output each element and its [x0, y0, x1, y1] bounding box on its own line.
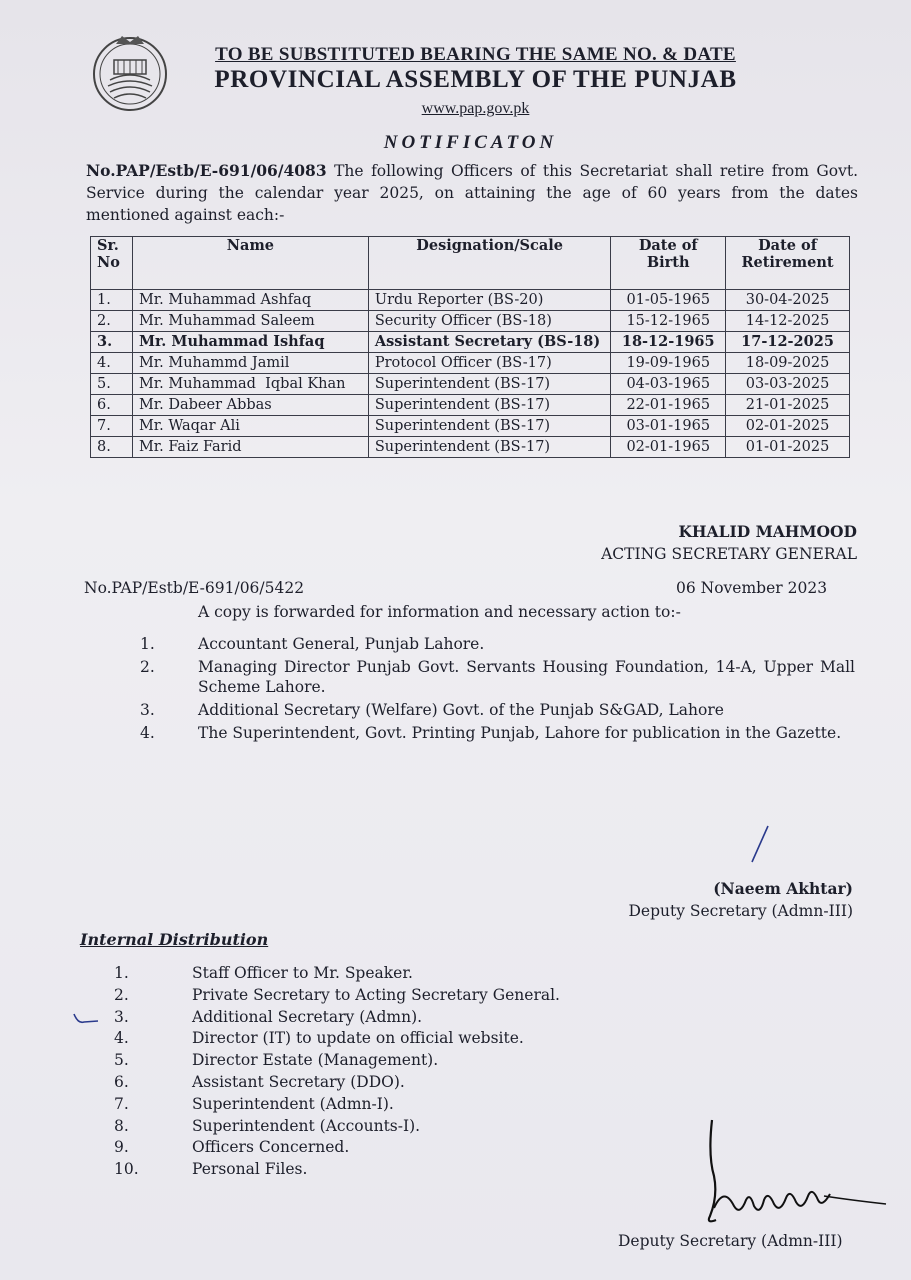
list-item-text: Staff Officer to Mr. Speaker. [192, 964, 413, 982]
organization-name: PROVINCIAL ASSEMBLY OF THE PUNJAB [214, 66, 737, 93]
cell-name: Mr. Muhammad Ashfaq [132, 290, 368, 311]
cell-designation: Superintendent (BS-17) [368, 416, 611, 437]
table-row [91, 290, 850, 311]
list-item-number: 5. [114, 1051, 129, 1070]
bottom-signatory-designation: Deputy Secretary (Admn-III) [618, 1232, 843, 1250]
cell-dob: 03-01-1965 [611, 416, 726, 437]
list-item-number: 10. [114, 1160, 139, 1179]
list-item-text: Director (IT) to update on official website. [192, 1029, 524, 1048]
col-header-name: Name [132, 237, 368, 290]
signatory-designation: Deputy Secretary (Admn-III) [628, 902, 853, 920]
retirement-table [90, 236, 850, 458]
list-item [114, 1159, 560, 1181]
list-item-number: 3. [140, 701, 155, 719]
cell-dor: 30-04-2025 [726, 290, 850, 311]
website-link[interactable]: www.pap.gov.pk [421, 100, 530, 117]
list-item-text: Accountant General, Punjab Lahore. [198, 635, 485, 653]
signatory-designation: ACTING SECRETARY GENERAL [601, 545, 857, 563]
cell-sr: 4. [91, 353, 133, 374]
cell-dob: 15-12-1965 [611, 311, 726, 332]
cell-sr: 3. [91, 332, 133, 353]
list-item [140, 634, 855, 654]
cell-dob: 02-01-1965 [611, 437, 726, 458]
cell-sr: 1. [91, 290, 133, 311]
list-item [114, 1028, 560, 1050]
col-header-dob: Date of Birth [611, 237, 726, 290]
signatory-name: KHALID MAHMOOD [678, 522, 857, 541]
list-item [114, 1050, 560, 1072]
list-item [140, 657, 855, 697]
cell-name: Mr. Dabeer Abbas [132, 395, 368, 416]
cell-designation: Superintendent (BS-17) [368, 437, 611, 458]
list-item [140, 723, 855, 743]
list-item [114, 1116, 560, 1138]
copy-date: 06 November 2023 [676, 579, 828, 597]
cell-name: Mr. Muhammad Saleem [132, 311, 368, 332]
col-header-dor: Date of Retirement [726, 237, 850, 290]
list-item-text: The Superintendent, Govt. Printing Punjab, Lahore for publication in the Gazette. [198, 724, 842, 742]
list-item [114, 1007, 560, 1029]
cell-dor: 21-01-2025 [726, 395, 850, 416]
cell-sr: 8. [91, 437, 133, 458]
cell-dor: 14-12-2025 [726, 311, 850, 332]
cell-designation: Superintendent (BS-17) [368, 395, 611, 416]
list-item-text: Director Estate (Management). [192, 1051, 439, 1070]
internal-distribution-heading: Internal Distribution [80, 930, 269, 949]
list-item-number: 4. [140, 724, 155, 742]
intro-paragraph [86, 160, 858, 226]
cell-name: Mr. Muhammad Iqbal Khan [132, 374, 368, 395]
copy-heading: A copy is forwarded for information and necessary action to:- [198, 603, 681, 621]
cell-name: Mr. Waqar Ali [132, 416, 368, 437]
internal-distribution-list [114, 963, 560, 1181]
cell-designation: Assistant Secretary (BS-18) [368, 332, 611, 353]
list-item [140, 700, 855, 720]
cell-dob: 04-03-1965 [611, 374, 726, 395]
cell-dor: 17-12-2025 [726, 332, 850, 353]
cell-designation: Urdu Reporter (BS-20) [368, 290, 611, 311]
cell-dob: 18-12-1965 [611, 332, 726, 353]
list-item-text: Private Secretary to Acting Secretary General. [192, 985, 560, 1004]
cell-sr: 5. [91, 374, 133, 395]
list-item-number: 2. [114, 985, 129, 1004]
col-header-sr: Sr. No [91, 237, 133, 290]
list-item-text: Additional Secretary (Welfare) Govt. of the Punjab S&GAD, Lahore [198, 701, 724, 719]
cell-dor: 18-09-2025 [726, 353, 850, 374]
table-row [91, 395, 850, 416]
cell-sr: 7. [91, 416, 133, 437]
cell-dob: 01-05-1965 [611, 290, 726, 311]
list-item-text: Managing Director Punjab Govt. Servants Housing Foundation, 14-A, Upper Mall Scheme Lahore. [198, 658, 855, 696]
cell-designation: Superintendent (BS-17) [368, 374, 611, 395]
cell-sr: 6. [91, 395, 133, 416]
signatory-block-secretary-general [601, 520, 857, 566]
cell-name: Mr. Muhammd Jamil [132, 353, 368, 374]
signatory-block-deputy-secretary [628, 877, 853, 923]
list-item [114, 1094, 560, 1116]
pen-tick-mark [70, 1010, 110, 1030]
forwarding-list [140, 634, 855, 746]
signatory-name: (Naeem Akhtar) [713, 879, 853, 898]
cell-designation: Protocol Officer (BS-17) [368, 353, 611, 374]
list-item [114, 963, 560, 985]
list-item-number: 1. [114, 964, 129, 982]
reference-number: No.PAP/Estb/E-691/06/4083 [86, 161, 327, 180]
cell-name: Mr. Muhammad Ishfaq [132, 332, 368, 353]
cell-dor: 02-01-2025 [726, 416, 850, 437]
list-item-number: 1. [140, 635, 155, 653]
table-row [91, 416, 850, 437]
list-item-number: 7. [114, 1094, 129, 1113]
intro-text: The following Officers of this Secretariat shall retire from Govt. Service during the calendar year 2025, on attaining the age of 60 years from the dates mentioned against each:- [86, 162, 858, 224]
cell-dor: 03-03-2025 [726, 374, 850, 395]
pen-slash-mark [740, 822, 780, 868]
table-row [91, 437, 850, 458]
list-item-text: Superintendent (Admn-I). [192, 1094, 394, 1113]
list-item [114, 1072, 560, 1094]
cell-dob: 19-09-1965 [611, 353, 726, 374]
list-item-text: Personal Files. [192, 1160, 308, 1179]
list-item-text: Superintendent (Accounts-I). [192, 1116, 421, 1135]
cell-dor: 01-01-2025 [726, 437, 850, 458]
list-item-text: Officers Concerned. [192, 1138, 350, 1157]
list-item-number: 3. [114, 1007, 129, 1026]
table-row [91, 353, 850, 374]
cell-sr: 2. [91, 311, 133, 332]
col-header-designation: Designation/Scale [368, 237, 611, 290]
list-item [114, 985, 560, 1007]
list-item-text: Assistant Secretary (DDO). [192, 1072, 405, 1091]
list-item-number: 2. [140, 658, 155, 676]
copy-reference-number: No.PAP/Estb/E-691/06/5422 [84, 579, 305, 597]
list-item-number: 8. [114, 1116, 129, 1135]
cell-designation: Security Officer (BS-18) [368, 311, 611, 332]
table-row-highlighted [91, 332, 850, 353]
table-row [91, 311, 850, 332]
document-title: NOTIFICATON [383, 132, 558, 153]
list-item-number: 9. [114, 1138, 129, 1157]
substitution-notice: TO BE SUBSTITUTED BEARING THE SAME NO. & DATE [215, 44, 736, 65]
list-item-text: Additional Secretary (Admn). [192, 1007, 423, 1026]
list-item-number: 4. [114, 1029, 129, 1048]
list-item-number: 6. [114, 1072, 129, 1091]
handwritten-signature [690, 1116, 890, 1236]
table-row [91, 374, 850, 395]
cell-dob: 22-01-1965 [611, 395, 726, 416]
cell-name: Mr. Faiz Farid [132, 437, 368, 458]
table-header-row [91, 237, 850, 290]
list-item [114, 1137, 560, 1159]
